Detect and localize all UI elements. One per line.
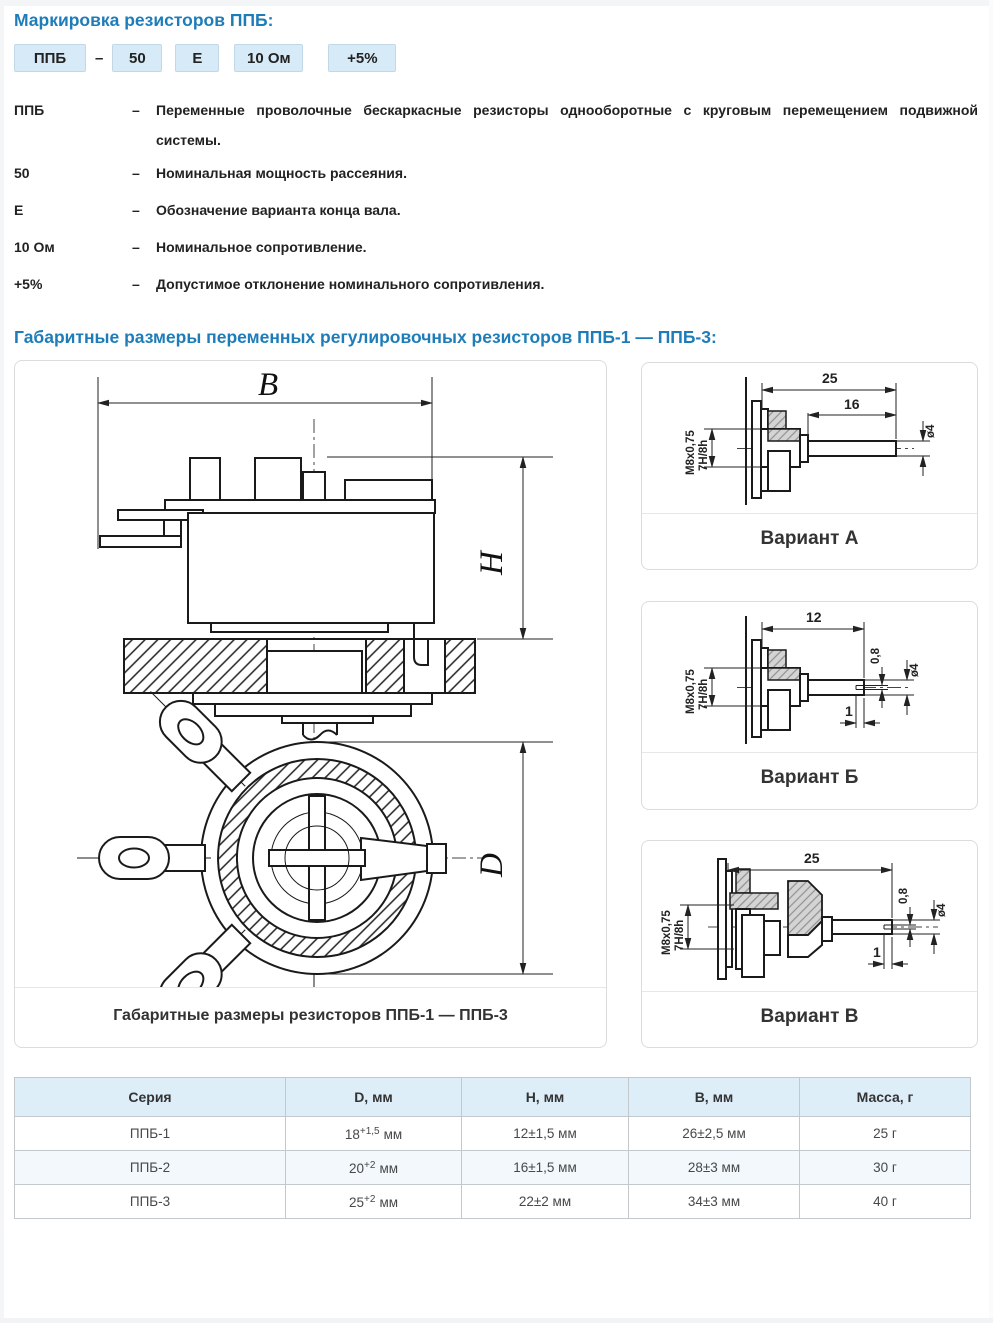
definition-term: ППБ [14, 102, 45, 118]
definition-row [14, 95, 978, 155]
cell-h: 12±1,5 мм [462, 1117, 629, 1151]
cell-series: ППБ-1 [15, 1117, 286, 1151]
definition-row [14, 269, 978, 299]
dim-slot-width: 1 [845, 703, 853, 719]
col-header-d: D, мм [286, 1078, 462, 1117]
marking-box-resistance: 10 Ом [234, 44, 303, 72]
cell-d: $20^{+2}$ мм [286, 1151, 462, 1185]
marking-box-tolerance: +5% [328, 44, 396, 72]
marking-code-row [14, 44, 396, 72]
dim-label-d: D [474, 853, 510, 877]
page-edge-right [989, 0, 993, 1323]
dim-len: 25 [804, 850, 820, 866]
section-title-marking: Маркировка резисторов ППБ: [14, 10, 274, 30]
dim-dia: ø4 [936, 903, 948, 917]
definition-dash: – [132, 202, 140, 218]
variant-b-panel [641, 601, 978, 810]
dimensions-table [14, 1077, 971, 1219]
definition-desc: Обозначение варианта конца вала. [156, 202, 401, 218]
main-figure-drawing [15, 361, 606, 987]
cell-h: 16±1,5 мм [462, 1151, 629, 1185]
definition-term: +5% [14, 276, 43, 292]
definition-dash: – [132, 165, 140, 181]
definition-dash: – [132, 102, 140, 118]
definition-term: 10 Ом [14, 239, 55, 255]
cell-series: ППБ-3 [15, 1185, 286, 1219]
dim-label-h: H [474, 551, 510, 575]
col-header-mass: Масса, г [800, 1078, 971, 1117]
thread-label: M8x0,75 [685, 430, 697, 475]
cell-h: 22±2 мм [462, 1185, 629, 1219]
cell-mass: 30 г [800, 1151, 971, 1185]
definition-dash: – [132, 239, 140, 255]
variant-a-panel [641, 362, 978, 570]
table-row [15, 1151, 971, 1185]
marking-separator: – [95, 49, 104, 67]
variant-a-caption: Вариант А [642, 513, 977, 566]
page-edge-left [0, 0, 4, 1323]
dim-slot: 0,8 [898, 888, 910, 904]
dim-slot-width: 1 [873, 944, 881, 960]
dim-len: 25 [822, 370, 838, 386]
definition-desc: Номинальное сопротивление. [156, 239, 367, 255]
dim-dia: ø4 [909, 663, 921, 677]
col-header-series: Серия [15, 1078, 286, 1117]
page-edge-top [0, 0, 993, 6]
definition-desc: Переменные проволочные бескаркасные резисторы однооборотные с круговым перемещением подвижной системы. [156, 102, 978, 148]
fit-label: 7H/8h [698, 678, 710, 710]
variant-a-drawing [642, 363, 977, 513]
variant-v-drawing [642, 841, 977, 991]
cell-b: 26±2,5 мм [629, 1117, 800, 1151]
marking-box-series: ППБ [14, 44, 86, 72]
cell-b: 28±3 мм [629, 1151, 800, 1185]
marking-box-power: 50 [112, 44, 162, 72]
main-figure-panel [14, 360, 607, 1048]
definition-term: 50 [14, 165, 30, 181]
dim-label-b: B [258, 367, 279, 403]
col-header-h: H, мм [462, 1078, 629, 1117]
thread-label: M8x0,75 [685, 669, 697, 714]
variant-b-caption: Вариант Б [642, 752, 977, 805]
cell-series: ППБ-2 [15, 1151, 286, 1185]
thread-label: M8x0,75 [661, 910, 673, 955]
definition-row [14, 232, 978, 262]
fit-label: 7H/8h [674, 919, 686, 951]
definition-row [14, 158, 978, 188]
table-row [15, 1185, 971, 1219]
terminal-lug-middle [77, 837, 211, 879]
table-row [15, 1117, 971, 1151]
definition-term: Е [14, 202, 24, 218]
col-header-b: B, мм [629, 1078, 800, 1117]
cell-d: $25^{+2}$ мм [286, 1185, 462, 1219]
dim-dia: ø4 [925, 424, 937, 438]
definition-desc: Номинальная мощность рассеяния. [156, 165, 407, 181]
table-header-row [15, 1078, 971, 1117]
dim-len: 12 [806, 609, 822, 625]
cell-b: 34±3 мм [629, 1185, 800, 1219]
variant-v-caption: Вариант В [642, 991, 977, 1044]
section-title-dimensions: Габаритные размеры переменных регулировочных резисторов ППБ-1 — ППБ-3: [14, 327, 717, 347]
fit-label: 7H/8h [698, 439, 710, 471]
dim-flat: 16 [844, 396, 860, 412]
variant-b-drawing [642, 602, 977, 752]
cell-mass: 25 г [800, 1117, 971, 1151]
cell-mass: 40 г [800, 1185, 971, 1219]
marking-box-shaft: Е [175, 44, 219, 72]
variant-v-panel [641, 840, 978, 1048]
definition-dash: – [132, 276, 140, 292]
page-edge-bottom [0, 1318, 993, 1323]
dim-slot: 0,8 [870, 648, 882, 664]
definition-row [14, 195, 978, 225]
main-figure-caption: Габаритные размеры резисторов ППБ-1 — ППБ-3 [15, 987, 606, 1044]
definition-desc: Допустимое отклонение номинального сопротивления. [156, 276, 545, 292]
cell-d: $18^{+1,5}$ мм [286, 1117, 462, 1151]
